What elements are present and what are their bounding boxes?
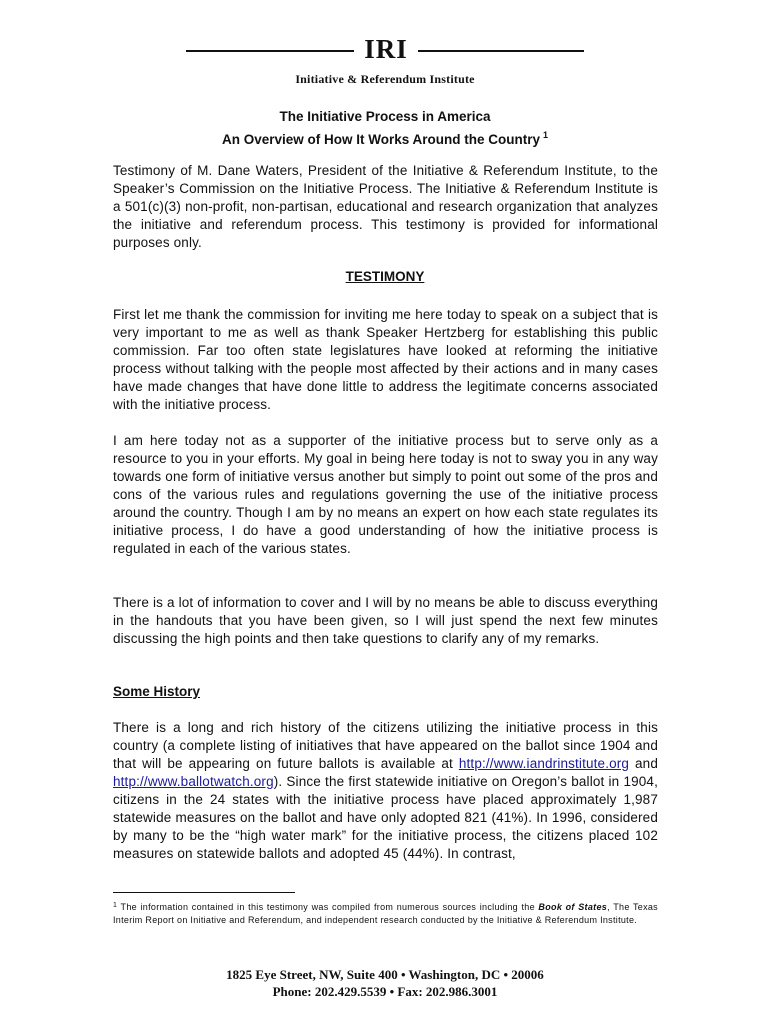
testimony-heading: TESTIMONY	[345, 269, 425, 284]
history-paragraph	[113, 719, 658, 863]
history-text-2: and	[629, 756, 658, 771]
title-line-2	[0, 126, 770, 149]
paragraph-thanks: First let me thank the commission for inviting me here today to speak on a subject that is very important to me as well as thank Speaker Hertzberg for establishing this public commission. Far too often state legislatures have looked at reforming the initiative process without talking with the people most affected by their actions and in many cases have made changes that have done little to address the legitimate concerns associated with the initiative process.	[113, 307, 658, 412]
paragraph-information: There is a lot of information to cover and I will by no means be able to discuss everything in the handouts that you have been given, so I will just spend the next few minutes discussing the high points and then take questions to clarify any of my remarks.	[113, 595, 658, 646]
letterhead-logo	[0, 34, 770, 64]
footnote-marker: 1	[113, 902, 118, 909]
title-footnote-marker: 1	[543, 130, 549, 140]
history-text-1: There is a long and rich history of the citizens utilizing the initiative process in this country (a complete listing of initiatives that have appeared on the ballot since 1904 and that will be appearing on future ballots is available at	[113, 720, 658, 771]
footnote-text-2: , The Texas Interim Report on Initiative and Referendum, and independent research conducted by the Initiative & Referendum Institute.	[113, 902, 658, 925]
footnote-book-title: Book of States	[538, 902, 608, 912]
organization-name: Initiative & Referendum Institute	[295, 72, 475, 86]
footnote-divider	[113, 892, 295, 893]
ballotwatch-link[interactable]: http://www.ballotwatch.org	[113, 774, 274, 789]
footnote-text-1: The information contained in this testimony was compiled from numerous sources including the	[117, 902, 539, 912]
paragraph-purpose: I am here today not as a supporter of the initiative process but to serve only as a resource to you in your efforts. My goal in being here today is not to sway you in any way towards one form of initiative versus another but simply to point out some of the pros and cons of the various rules and regulations governing the use of the initiative process around the country. Though I am by no means an expert on how each state regulates its initiative process, I do have a good understanding of how the initiative process is regulated in each of the various states.	[113, 433, 658, 556]
title-line-1: The Initiative Process in America	[279, 109, 491, 124]
logo-rule-right	[418, 50, 584, 52]
title-line-2-text: An Overview of How It Works Around the Country	[221, 132, 540, 147]
iandrinstitute-link[interactable]: http://www.iandrinstitute.org	[458, 756, 630, 771]
logo-rule-left	[186, 50, 354, 52]
footer-phone-fax: Phone: 202.429.5539 • Fax: 202.986.3001	[272, 984, 498, 999]
history-heading: Some History	[113, 684, 201, 699]
intro-paragraph: Testimony of M. Dane Waters, President of the Initiative & Referendum Institute, to the Speaker’s Commission on the Initiative Process. The Initiative & Referendum Institute is a 501(c)(3) non-profit, non-partisan, educational and research organization that analyzes the initiative and referendum process. This testimony is provided for informational purposes only.	[113, 163, 658, 250]
document-title	[0, 108, 770, 149]
footer-address: 1825 Eye Street, NW, Suite 400 • Washington, DC • 20006	[226, 967, 544, 982]
logo-text: IRI	[364, 34, 408, 64]
history-text-3: ). Since the first statewide initiative on Oregon’s ballot in 1904, citizens in the 24 states with the initiative process have placed approximately 1,987 statewide measures on the ballot and have only adopted 821 (41%). In 1996, considered by many to be the “high water mark” for the initiative process, the citizens placed 102 measures on statewide ballots and adopted 45 (44%). In contrast,	[113, 774, 658, 861]
footnote	[113, 899, 658, 927]
